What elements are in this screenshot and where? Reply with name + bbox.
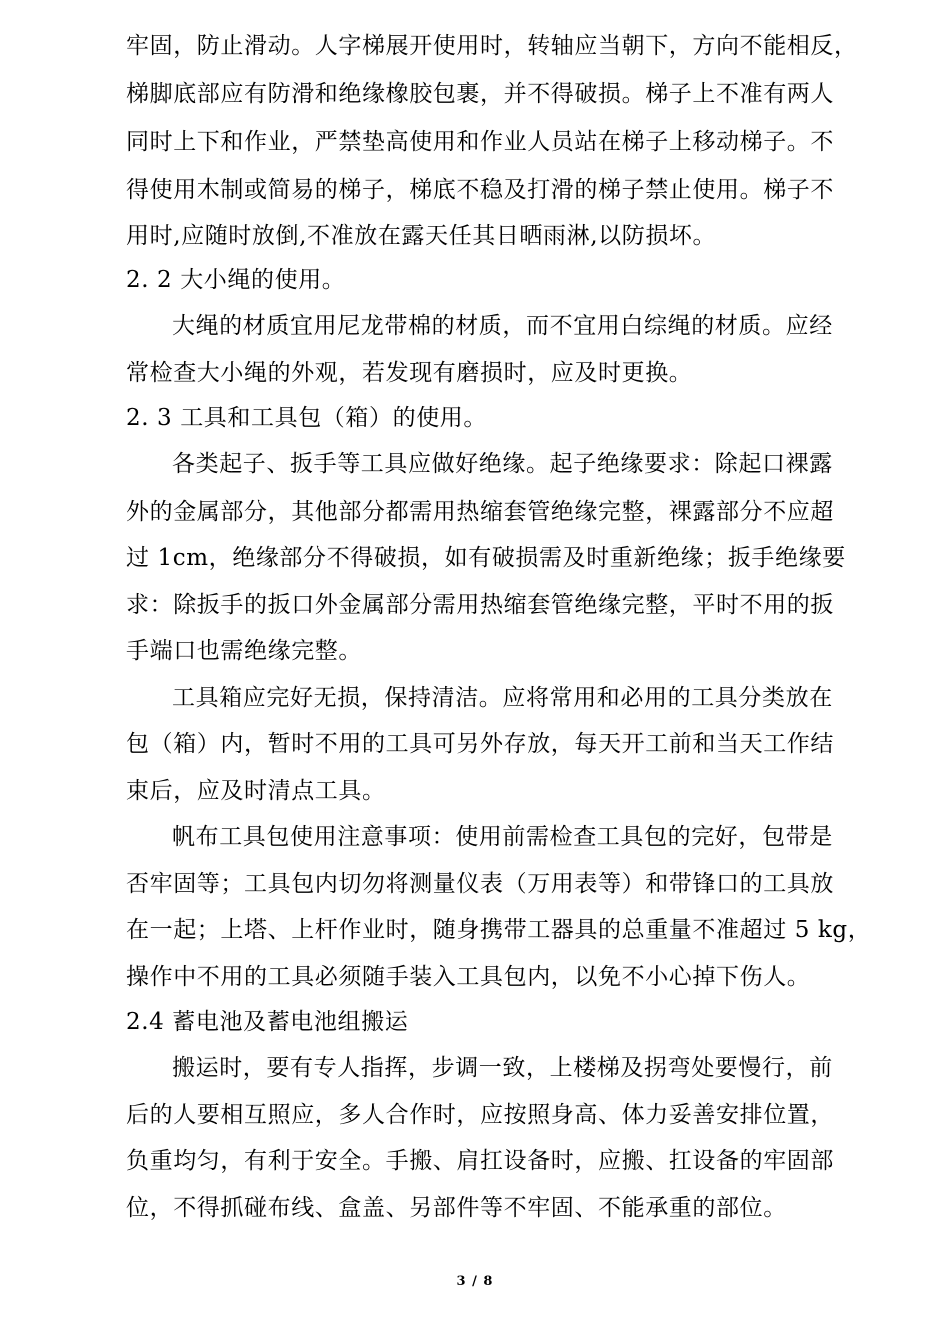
text-line: 手端口也需绝缘完整。 [126, 638, 362, 664]
text-line: 否牢固等；工具包内切勿将测量仪表（万用表等）和带锋口的工具放 [126, 871, 834, 897]
page-number: 3 / 8 [456, 1274, 494, 1289]
section-heading: 2. 3 工具和工具包（箱）的使用。 [126, 405, 487, 431]
text-line: 位，不得抓碰布线、盒盖、另部件等不牢固、不能承重的部位。 [126, 1195, 787, 1221]
text-line: 求：除扳手的扳口外金属部分需用热缩套管绝缘完整，平时不用的扳 [126, 592, 834, 618]
text-line: 得使用木制或简易的梯子，梯底不稳及打滑的梯子禁止使用。梯子不 [126, 177, 834, 203]
text-line: 后的人要相互照应，多人合作时，应按照身高、体力妥善安排位置， [126, 1102, 834, 1128]
text-line: 搬运时，要有专人指挥，步调一致，上楼梯及拐弯处要慢行，前 [172, 1055, 833, 1081]
text-line: 包（箱）内，暂时不用的工具可另外存放，每天开工前和当天工作结 [126, 731, 834, 757]
text-line: 大绳的材质宜用尼龙带棉的材质，而不宜用白综绳的材质。应经 [172, 313, 833, 339]
text-line: 外的金属部分，其他部分都需用热缩套管绝缘完整，裸露部分不应超 [126, 499, 834, 525]
text-line: 工具箱应完好无损，保持清洁。应将常用和必用的工具分类放在 [172, 685, 833, 711]
section-heading: 2.4 蓄电池及蓄电池组搬运 [126, 1009, 409, 1035]
text-line: 帆布工具包使用注意事项：使用前需检查工具包的完好，包带是 [172, 824, 833, 850]
text-line: 负重均匀，有利于安全。手搬、肩扛设备时，应搬、扛设备的牢固部 [126, 1148, 834, 1174]
text-line: 用时,应随时放倒,不准放在露天任其日晒雨淋,以防损坏。 [126, 223, 717, 249]
text-line: 操作中不用的工具必须随手装入工具包内，以免不小心掉下伤人。 [126, 964, 811, 990]
text-line: 常检查大小绳的外观，若发现有磨损时，应及时更换。 [126, 360, 693, 386]
text-line: 各类起子、扳手等工具应做好绝缘。起子绝缘要求：除起口裸露 [172, 451, 833, 477]
text-line: 同时上下和作业，严禁垫高使用和作业人员站在梯子上移动梯子。不 [126, 129, 834, 155]
text-line: 过 1cm，绝缘部分不得破损，如有破损需及时重新绝缘；扳手绝缘要 [126, 545, 846, 571]
text-line: 束后，应及时清点工具。 [126, 778, 386, 804]
section-heading: 2. 2 大小绳的使用。 [126, 267, 346, 293]
text-line: 在一起；上塔、上杆作业时，随身携带工器具的总重量不准超过 5 kg， [126, 917, 872, 943]
text-line: 牢固，防止滑动。人字梯展开使用时，转轴应当朝下，方向不能相反， [126, 33, 858, 59]
text-line: 梯脚底部应有防滑和绝缘橡胶包裹，并不得破损。梯子上不准有两人 [126, 81, 834, 107]
